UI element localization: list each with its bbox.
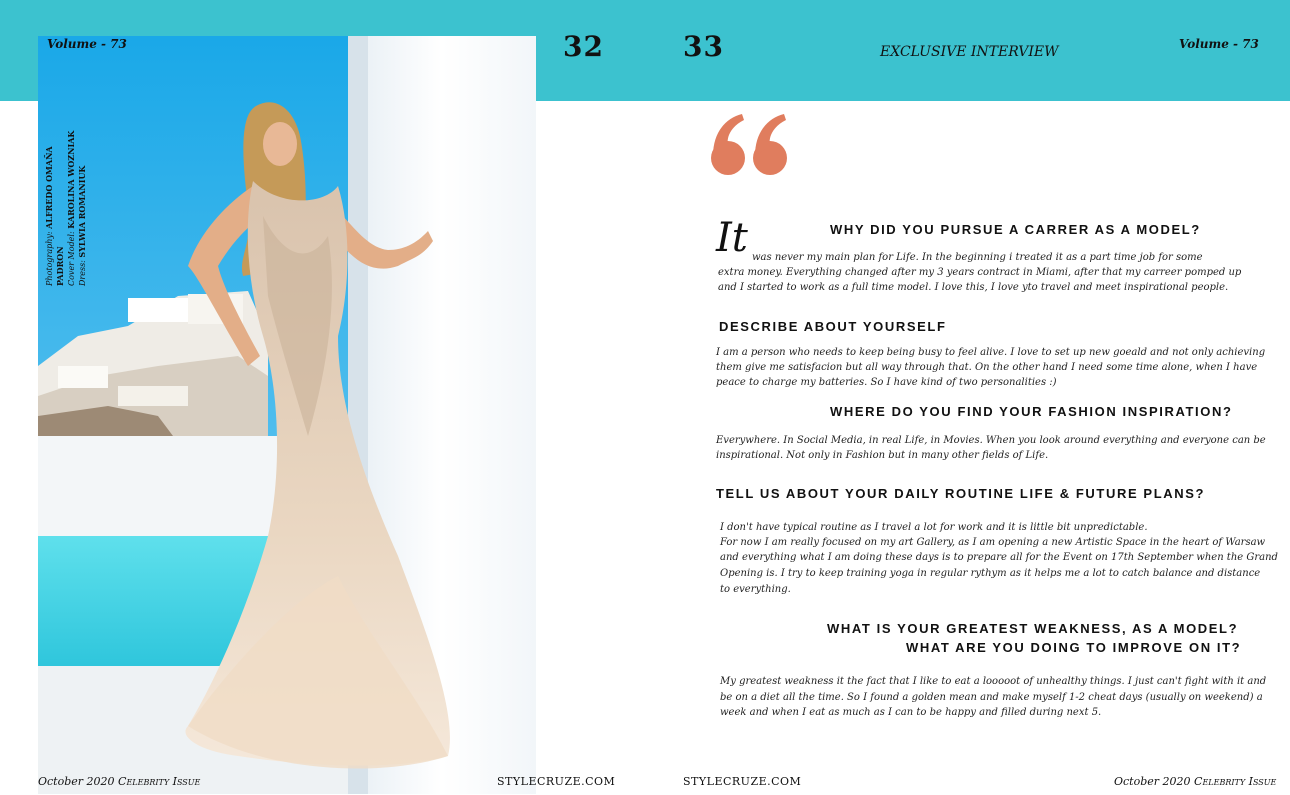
credit-line-photography [44, 106, 66, 286]
question-heading: WHAT ARE YOU DOING TO IMPROVE ON IT? [906, 640, 1242, 655]
question-heading: WHY DID YOU PURSUE A CARRER AS A MODEL? [830, 222, 1201, 237]
page-number-right: 33 [683, 30, 724, 63]
question-heading: WHAT IS YOUR GREATEST WEAKNESS, AS A MODEL? [827, 621, 1239, 636]
volume-label-left: Volume - 73 [47, 37, 127, 51]
photo-credits [44, 106, 87, 286]
cover-photo [38, 36, 536, 794]
answer-line: and I started to work as a full time model. I love this, I love yto travel and meet inspirational people. [718, 282, 1229, 293]
answer-line: I am a person who needs to keep being busy to feel alive. I love to set up new goeald and not only achieving [716, 347, 1266, 358]
footer-website-right: STYLECRUZE.COM [683, 775, 802, 788]
credit-line-model [66, 106, 77, 286]
answer-line: Opening is. I try to keep training yoga in regular rythym as it helps me a lot to catch balance and distance [720, 568, 1261, 579]
model-photo-illustration [38, 36, 536, 794]
answer-line: was never my main plan for Life. In the beginning i treated it as a part time job for some [752, 252, 1203, 263]
credit-value: SYLWIA ROMANIUK [77, 165, 87, 258]
answer-line: Everywhere. In Social Media, in real Life, in Movies. When you look around everything and everyone can be [716, 435, 1266, 446]
credit-value: KAROLINA WOZNIAK [66, 130, 76, 229]
question-heading: WHERE DO YOU FIND YOUR FASHION INSPIRATION? [830, 404, 1233, 419]
credit-key: Cover Model: [67, 231, 76, 286]
question-heading: TELL US ABOUT YOUR DAILY ROUTINE LIFE & FUTURE PLANS? [716, 486, 1206, 501]
answer-line: I don't have typical routine as I travel a lot for work and it is little bit unpredictable. [720, 522, 1148, 533]
answer-line: inspirational. Not only in Fashion but in many other fields of Life. [716, 450, 1049, 461]
quote-mark-icon [708, 112, 792, 178]
credit-value: ALFREDO OMAÑA PADRON [44, 146, 65, 286]
footer-website-left: STYLECRUZE.COM [497, 775, 616, 788]
answer-line: to everything. [720, 584, 791, 595]
answer-line: peace to charge my batteries. So I have kind of two personalities :) [716, 377, 1057, 388]
volume-label-right: Volume - 73 [1179, 37, 1259, 51]
credit-key: Dress: [78, 260, 87, 286]
footer-issue: Celebrity Issue [1194, 775, 1277, 788]
credit-key: Photography: [45, 231, 54, 286]
footer-date: October 2020 [1114, 775, 1191, 788]
section-title: EXCLUSIVE INTERVIEW [880, 44, 1059, 60]
answer-line: extra money. Everything changed after my 3 years contract in Miami, after that my carreer pomped up [718, 267, 1242, 278]
footer-date-left [38, 775, 200, 788]
answer-line: week and when I eat as much as I can to be happy and filled during next 5. [720, 707, 1102, 718]
question-heading: DESCRIBE ABOUT YOURSELF [719, 319, 947, 334]
drop-cap: It [716, 215, 748, 261]
credit-line-dress [77, 106, 88, 286]
footer-date: October 2020 [38, 775, 115, 788]
answer-line: My greatest weakness it the fact that I like to eat a looooot of unhealthy things. I just can't fight with it and [720, 676, 1267, 687]
answer-line: For now I am really focused on my art Gallery, as I am opening a new Artistic Space in the heart of Warsaw [720, 537, 1266, 548]
page-number-left: 32 [563, 30, 604, 63]
answer-line: be on a diet all the time. So I found a golden mean and make myself 1-2 cheat days (usually on weekend) a [720, 692, 1263, 703]
answer-line: them give me satisfacion but all way through that. On the other hand I need some time alone, when I have [716, 362, 1258, 373]
footer-issue: Celebrity Issue [118, 775, 201, 788]
footer-date-right [1114, 775, 1276, 788]
answer-line: and everything what I am doing these days is to prepare all for the Event on 17th September when the Grand [720, 552, 1278, 563]
